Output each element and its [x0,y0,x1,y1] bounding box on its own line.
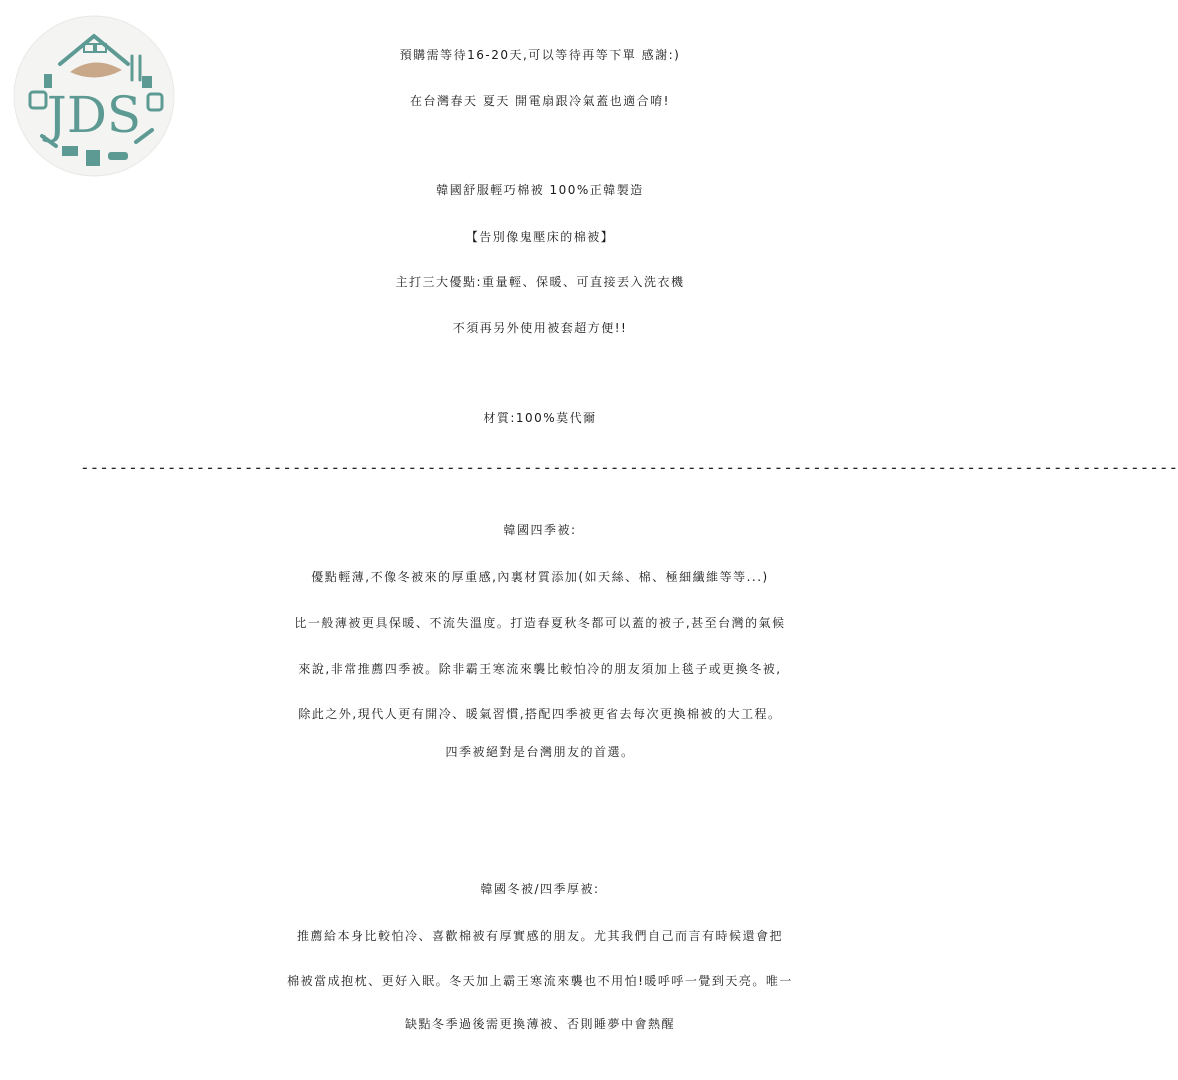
winter-line-3: 缺點冬季過後需更換薄被、否則睡夢中會熱醒 [404,1017,675,1031]
four-season-line-2: 比一般薄被更具保暖、不流失溫度。打造春夏秋冬都可以蓋的被子,甚至台灣的氣候 [294,616,786,630]
winter-line-1: 推薦給本身比較怕冷、喜歡棉被有厚實感的朋友。尤其我們自己而言有時候還會把 [296,929,783,943]
intro-line-4: 不須再另外使用被套超方便!! [452,321,628,335]
winter-line-2: 棉被當成抱枕、更好入眠。冬天加上霸王寒流來襲也不用怕!暖呼呼一覺到天亮。唯一 [287,974,793,988]
four-season-title: 韓國四季被: [503,523,577,537]
preorder-line-1: 預購需等待16-20天,可以等待再等下單 感謝:) [399,48,681,62]
intro-line-1: 韓國舒服輕巧棉被 100%正韓製造 [436,183,644,197]
four-season-line-3: 來說,非常推薦四季被。除非霸王寒流來襲比較怕冷的朋友須加上毯子或更換冬被, [298,662,782,676]
four-season-line-1: 優點輕薄,不像冬被來的厚重感,內裏材質添加(如天絲、棉、極細纖維等等...) [311,570,769,584]
four-season-line-4: 除此之外,現代人更有開冷、暖氣習慣,搭配四季被更省去每次更換棉被的大工程。 [298,707,782,721]
dashed-divider: ------------------------------------------------------------------------------------------------------------------ [80,458,1178,477]
preorder-line-2: 在台灣春天 夏天 開電扇跟冷氣蓋也適合唷! [410,94,670,108]
four-season-line-5: 四季被絕對是台灣朋友的首選。 [445,745,635,759]
material-line: 材質:100%莫代爾 [483,411,597,425]
logo-text: JDS [46,86,142,144]
intro-line-2: 【告別像鬼壓床的棉被】 [465,230,615,244]
winter-title: 韓國冬被/四季厚被: [480,882,600,896]
intro-line-3: 主打三大優點:重量輕、保暖、可直接丟入洗衣機 [395,275,685,289]
